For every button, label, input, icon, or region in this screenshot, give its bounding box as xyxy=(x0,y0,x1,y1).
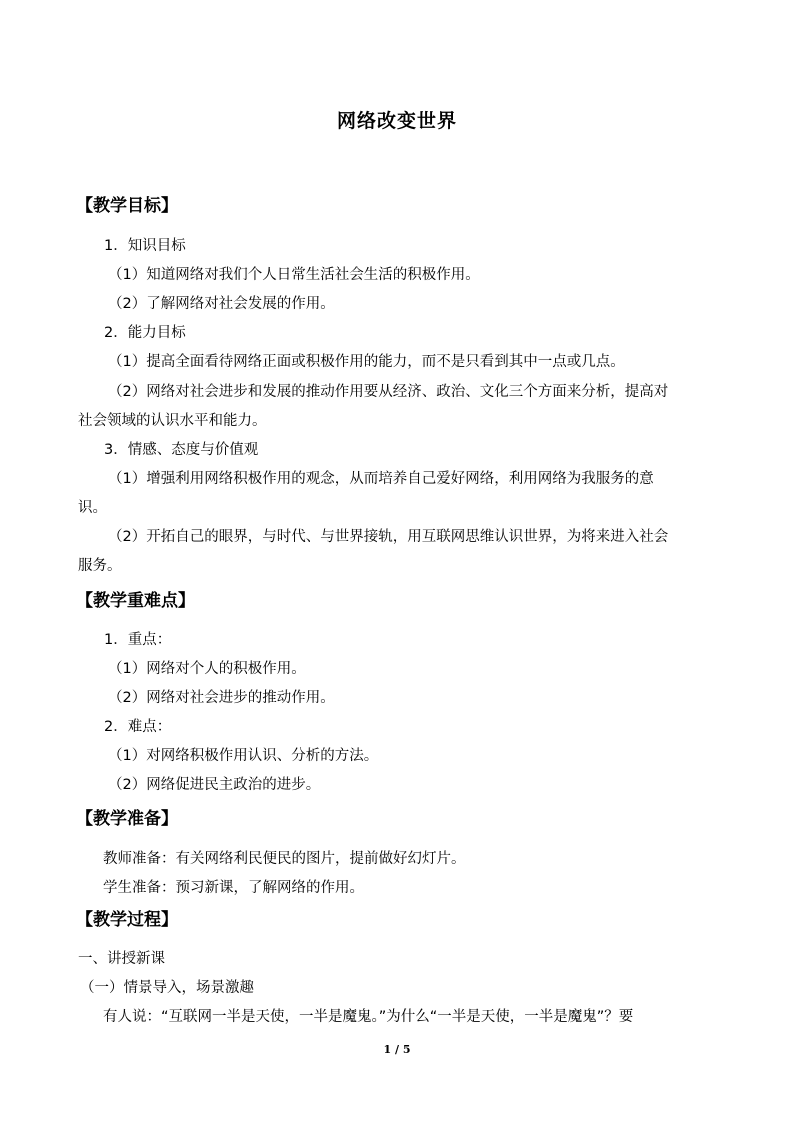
page-number: 1 / 5 xyxy=(383,1043,411,1056)
section-heading-key-points: 【教学重难点】 xyxy=(76,591,195,611)
text-line: （1）提高全面看待网络正面或积极作用的能力，而不是只看到其中一点或几点。 xyxy=(108,354,625,370)
section-heading-goals: 【教学目标】 xyxy=(76,196,178,216)
text-line: 2．能力目标 xyxy=(104,325,186,341)
text-line: 服务。 xyxy=(78,558,122,574)
text-line: 1．重点： xyxy=(104,632,172,648)
text-line: 识。 xyxy=(78,500,107,516)
text-line: （1）对网络积极作用认识、分析的方法。 xyxy=(108,748,379,764)
text-line: 一、讲授新课 xyxy=(78,951,165,967)
text-line: （1）知道网络对我们个人日常生活社会生活的积极作用。 xyxy=(108,267,480,283)
text-line: （一）情景导入，场景激趣 xyxy=(80,980,254,996)
text-line: （2）了解网络对社会发展的作用。 xyxy=(108,296,335,312)
text-line: 3．情感、态度与价值观 xyxy=(104,442,259,458)
text-line: （1）网络对个人的积极作用。 xyxy=(108,661,306,677)
section-heading-process: 【教学过程】 xyxy=(76,910,178,930)
document-title: 网络改变世界 xyxy=(336,110,457,132)
text-line: 1．知识目标 xyxy=(104,238,186,254)
text-line: 教师准备：有关网络利民便民的图片，提前做好幻灯片。 xyxy=(103,851,466,867)
section-heading-preparation: 【教学准备】 xyxy=(76,809,178,829)
text-line: 社会领域的认识水平和能力。 xyxy=(78,413,267,429)
text-line: （2）开拓自己的眼界，与时代、与世界接轨，用互联网思维认识世界，为将来进入社会 xyxy=(108,529,669,545)
text-line: 2．难点： xyxy=(104,719,172,735)
text-line: （2）网络对社会进步和发展的推动作用要从经济、政治、文化三个方面来分析，提高对 xyxy=(108,384,669,400)
text-line: 有人说：“互联网一半是天使，一半是魔鬼。”为什么“一半是天使，一半是魔鬼”？要 xyxy=(103,1009,634,1025)
text-line: 学生准备：预习新课，了解网络的作用。 xyxy=(103,880,364,896)
text-line: （2）网络对社会进步的推动作用。 xyxy=(108,690,335,706)
text-line: （2）网络促进民主政治的进步。 xyxy=(108,777,321,793)
text-line: （1）增强利用网络积极作用的观念，从而培养自己爱好网络，利用网络为我服务的意 xyxy=(108,471,654,487)
